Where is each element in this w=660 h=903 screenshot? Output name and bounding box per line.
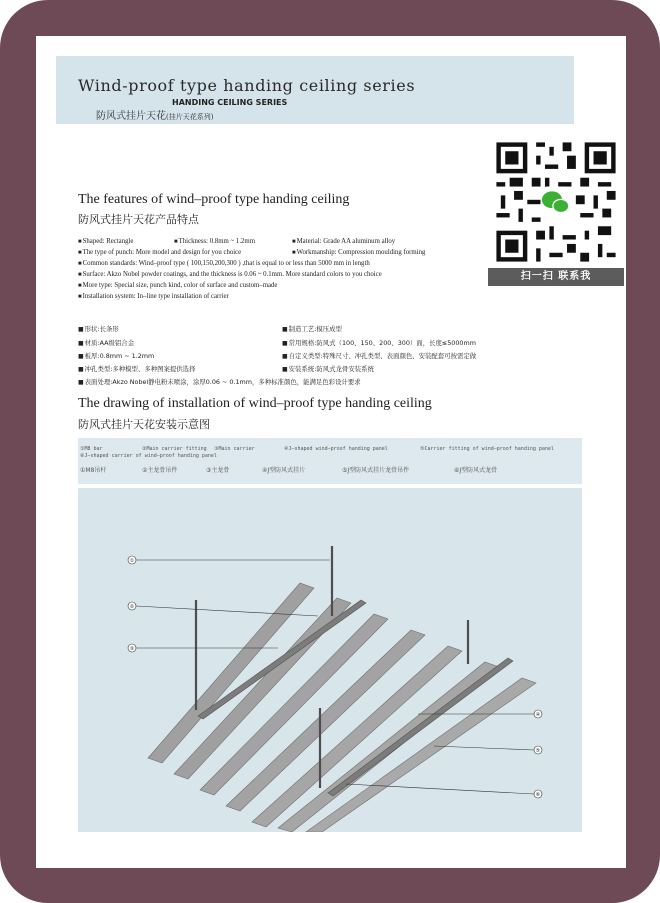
spec-item-cn: ■ 制造工艺:模压成型 (282, 324, 342, 333)
legend-band (78, 438, 582, 484)
qr-code-icon (492, 138, 620, 266)
features-heading-cn: 防风式挂片天花产品特点 (78, 213, 199, 226)
page-title-cn (96, 107, 213, 122)
page-title: Wind-proof type handing ceiling series (78, 76, 416, 95)
legend-item: ②Main carrier fitting (142, 446, 207, 452)
legend-item-cn: ③主龙骨 (206, 467, 230, 474)
spec-item: ■ Common standards: Wind–proof type ( 100,150,200,300 ) ,that is equal to or less than 5000 mm in length (78, 260, 370, 267)
legend-item-cn: ①M8吊杆 (80, 467, 107, 474)
legend-item-cn: ⑥J型防风式龙骨 (454, 467, 498, 474)
legend-item: ⑥J–shaped carrier of wind–proof handing panel (80, 453, 217, 459)
installation-drawing (78, 488, 582, 832)
legend-item: ①M8 bar (80, 446, 103, 452)
title-cn-small: (挂片天花系列) (166, 113, 214, 121)
spec-item-cn: ■ 表面处理:Akzo Nobel静电粉末喷涂，涂厚0.06 ~ 0.1mm，多种标准颜色，能满足色彩设计要求 (78, 377, 361, 386)
legend-item-cn: ④J型防风式挂片 (262, 467, 306, 474)
callout-label: ① (129, 558, 135, 564)
installation-diagram (78, 488, 582, 832)
callout-label: ⑥ (535, 792, 541, 798)
callout-label: ③ (129, 646, 135, 652)
callout-label: ④ (535, 712, 541, 718)
spec-item: ■ The type of punch: More model and design for you choice (78, 249, 241, 256)
features-heading: The features of wind–proof type handing ceiling (78, 192, 350, 207)
callout-label: ⑤ (535, 748, 541, 754)
legend-item: ④J–shaped wind–proof handing panel (284, 446, 388, 452)
qr-caption: 扫一扫 联系我 (488, 268, 624, 286)
legend-item-cn: ②主龙骨吊件 (142, 467, 178, 474)
qr-code-card[interactable] (488, 134, 624, 288)
legend-item: ③Main carrier (214, 446, 255, 452)
spec-item-cn: ■ 冲孔类型:多种模型、多种图案提供选择 (78, 364, 195, 373)
spec-item-cn: ■ 自定义类型:特殊尺寸、冲孔类型、表面颜色、安装配套可按需定做 (282, 351, 476, 360)
spec-item: ■ Shaped: Rectangle (78, 238, 133, 245)
spec-item: ■ Installation system: In–line type installation of carrier (78, 293, 229, 300)
legend-item: ⑤Carrier fitting of wind–proof handing panel (420, 446, 554, 452)
spec-item: ■ Workmanship: Compression moulding forming (292, 249, 425, 256)
spec-item-cn: ■ 材质:AA级铝合金 (78, 338, 134, 347)
title-cn-main: 防风式挂片天花 (96, 111, 166, 122)
drawing-heading-cn: 防风式挂片天花安装示意图 (78, 418, 210, 431)
callout-label: ② (129, 604, 135, 610)
spec-item: ■ Surface: Akzo Nobel powder coatings, and the thickness is 0.06 ~ 0.1mm. More standard colors to you choice (78, 271, 382, 278)
spec-item-cn: ■ 安装系统:防风式龙骨安装系统 (282, 364, 374, 373)
spec-item: ■ Material: Grade AA aluminum alloy (292, 238, 395, 245)
spec-item-cn: ■ 板厚:0.8mm ~ 1.2mm (78, 351, 154, 360)
legend-item-cn: ⑤J型防风式挂片龙骨吊件 (342, 467, 410, 474)
document-page (36, 36, 626, 868)
drawing-heading: The drawing of installation of wind–proof type handing ceiling (78, 396, 432, 411)
spec-item-cn: ■ 形状:长条形 (78, 324, 119, 333)
spec-item: ■ Thickness: 0.8mm ~ 1.2mm (174, 238, 255, 245)
spec-item: ■ More type: Special size, punch kind, color of surface and custom–made (78, 282, 277, 289)
series-subtitle: HANDING CEILING SERIES (172, 98, 288, 107)
spec-item-cn: ■ 常用规格:防风式（100、150、200、300）面，长度≤5000mm (282, 338, 476, 347)
